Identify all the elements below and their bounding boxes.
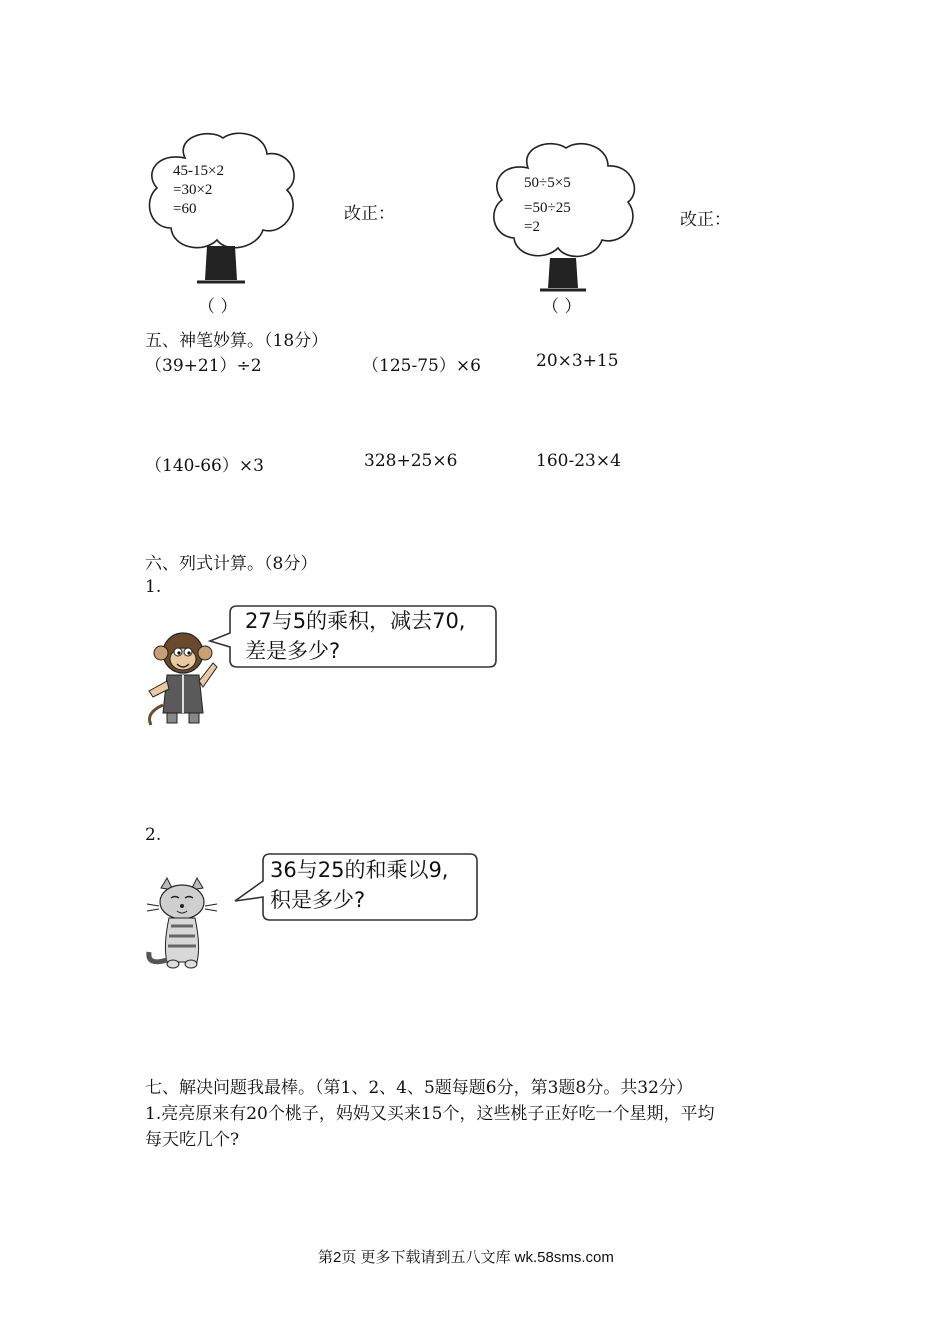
calc-expression: 160-23×4 — [536, 451, 621, 471]
tree2-fix-label: 改正： — [680, 210, 731, 230]
tree1-line: =30×2 — [173, 182, 213, 198]
tree1-fix-label: 改正： — [344, 204, 395, 224]
speech-bubble-1 — [207, 603, 499, 670]
question-number: 2. — [145, 825, 162, 845]
tree1-judgement-mark: （ ） — [198, 297, 238, 317]
section6-heading: 六、列式计算。（8分） — [145, 554, 318, 574]
section7-heading: 七、解决问题我最棒。（第1、2、4、5题每题6分，第3题8分。共32分） — [145, 1078, 693, 1098]
calc-expression: （125-75）×6 — [362, 356, 481, 376]
question-number: 1. — [145, 577, 162, 597]
section5-heading: 五、神笔妙算。（18分） — [145, 331, 329, 351]
problem-text-line: 1.亮亮原来有20个桃子，妈妈又买来15个，这些桃子正好吃一个星期，平均 — [145, 1104, 715, 1124]
cat-illustration — [143, 876, 221, 972]
bubble1-line1: 27与5的乘积，减去70, — [245, 609, 466, 633]
tree2-line: =50÷25 — [524, 200, 571, 216]
bubble1-line2: 差是多少? — [245, 639, 341, 663]
calc-expression: （39+21）÷2 — [145, 356, 262, 376]
bubble2-line1: 36与25的和乘以9, — [270, 858, 449, 882]
speech-bubble-2 — [232, 851, 480, 923]
problem-text-line: 每天吃几个? — [145, 1130, 240, 1150]
page-footer: 第2页 更多下载请到五八文库 wk.58sms.com — [318, 1249, 614, 1266]
tree2-judgement-mark: （ ） — [542, 297, 582, 317]
tree-illustration-1 — [145, 128, 300, 288]
tree1-line: 45-15×2 — [173, 163, 224, 179]
calc-expression: 328+25×6 — [364, 451, 458, 471]
calc-expression: （140-66）×3 — [145, 456, 264, 476]
calc-expression: 20×3+15 — [536, 351, 619, 371]
tree1-line: =60 — [173, 201, 197, 217]
tree2-line: 50÷5×5 — [524, 175, 571, 191]
cat-icon — [143, 876, 221, 972]
tree2-line: =2 — [524, 219, 540, 235]
tree-illustration-2 — [490, 140, 640, 292]
bubble2-line2: 积是多少? — [270, 888, 366, 912]
